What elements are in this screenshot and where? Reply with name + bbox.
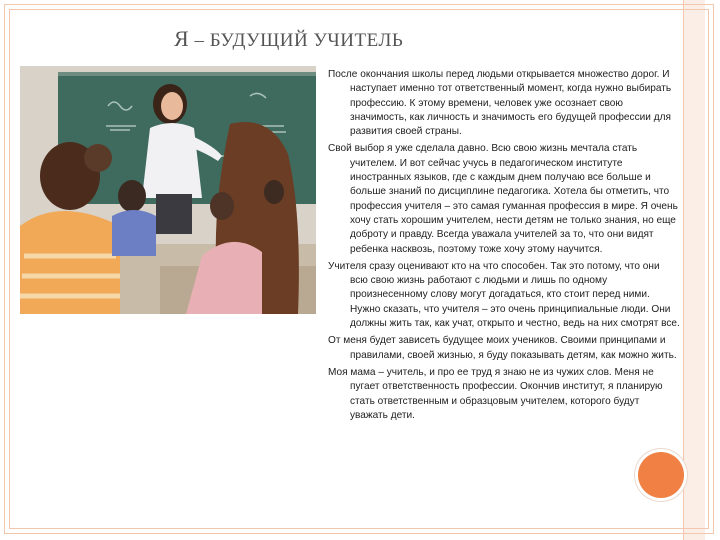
paragraph: Свой выбор я уже сделала давно. Всю свою жизнь мечтала стать учителем. И вот сейчас учусь в педагогическом институте иностранных языков, где с каждым днем получаю все больше и больше знаний по дисциплине педагогика. Хотела бы отметить, что профессия учителя – это самая гуманная профессия в мире. Я очень хочу стать хорошим учителем, нести детям не только знания, но еще доброту и правду. Всегда уважала учителей за то, что они видят ребенка насквозь, поэтому тоже хочу этому научится.: [328, 143, 678, 255]
title-text: – БУДУЩИЙ УЧИТЕЛЬ: [189, 30, 404, 51]
classroom-photo: [20, 66, 316, 314]
paragraph: После окончания школы перед людьми открывается множество дорог. И наступает именно тот ответственный момент, когда нужно выбирать профессию. К этому времени, человек уже осознает свою значимость, как личность и значимость его будущей профессии для развития своей страны.: [328, 69, 672, 138]
decorative-orange-circle: [638, 452, 684, 498]
paragraph: Моя мама – учитель, и про ее труд я знаю не из чужих слов. Меня не пугает ответственность профессии. Окончив институт, я планирую стать ответственным и образцовым учителем, которого будут уважать дети.: [328, 366, 663, 421]
classroom-illustration: [20, 66, 316, 314]
paragraph: Учителя сразу оценивают кто на что способен. Так это потому, что они всю свою жизнь работают с людьми и лишь по одному произнесенному слову могут догадаться, кто стоит перед ними. Нужно сказать, что учителя – это очень принципиальные люди. Они должны жить так, как учат, открыто и честно, ведь на них смотрят все.: [328, 260, 680, 330]
body-text: [328, 68, 680, 426]
title-initial: Я: [174, 26, 190, 51]
paragraph: От меня будет зависеть будущее моих учеников. Своими принципами и правилами, своей жизнью, я буду показывать детям, как можно жить.: [328, 335, 677, 361]
slide-title: [174, 26, 403, 52]
